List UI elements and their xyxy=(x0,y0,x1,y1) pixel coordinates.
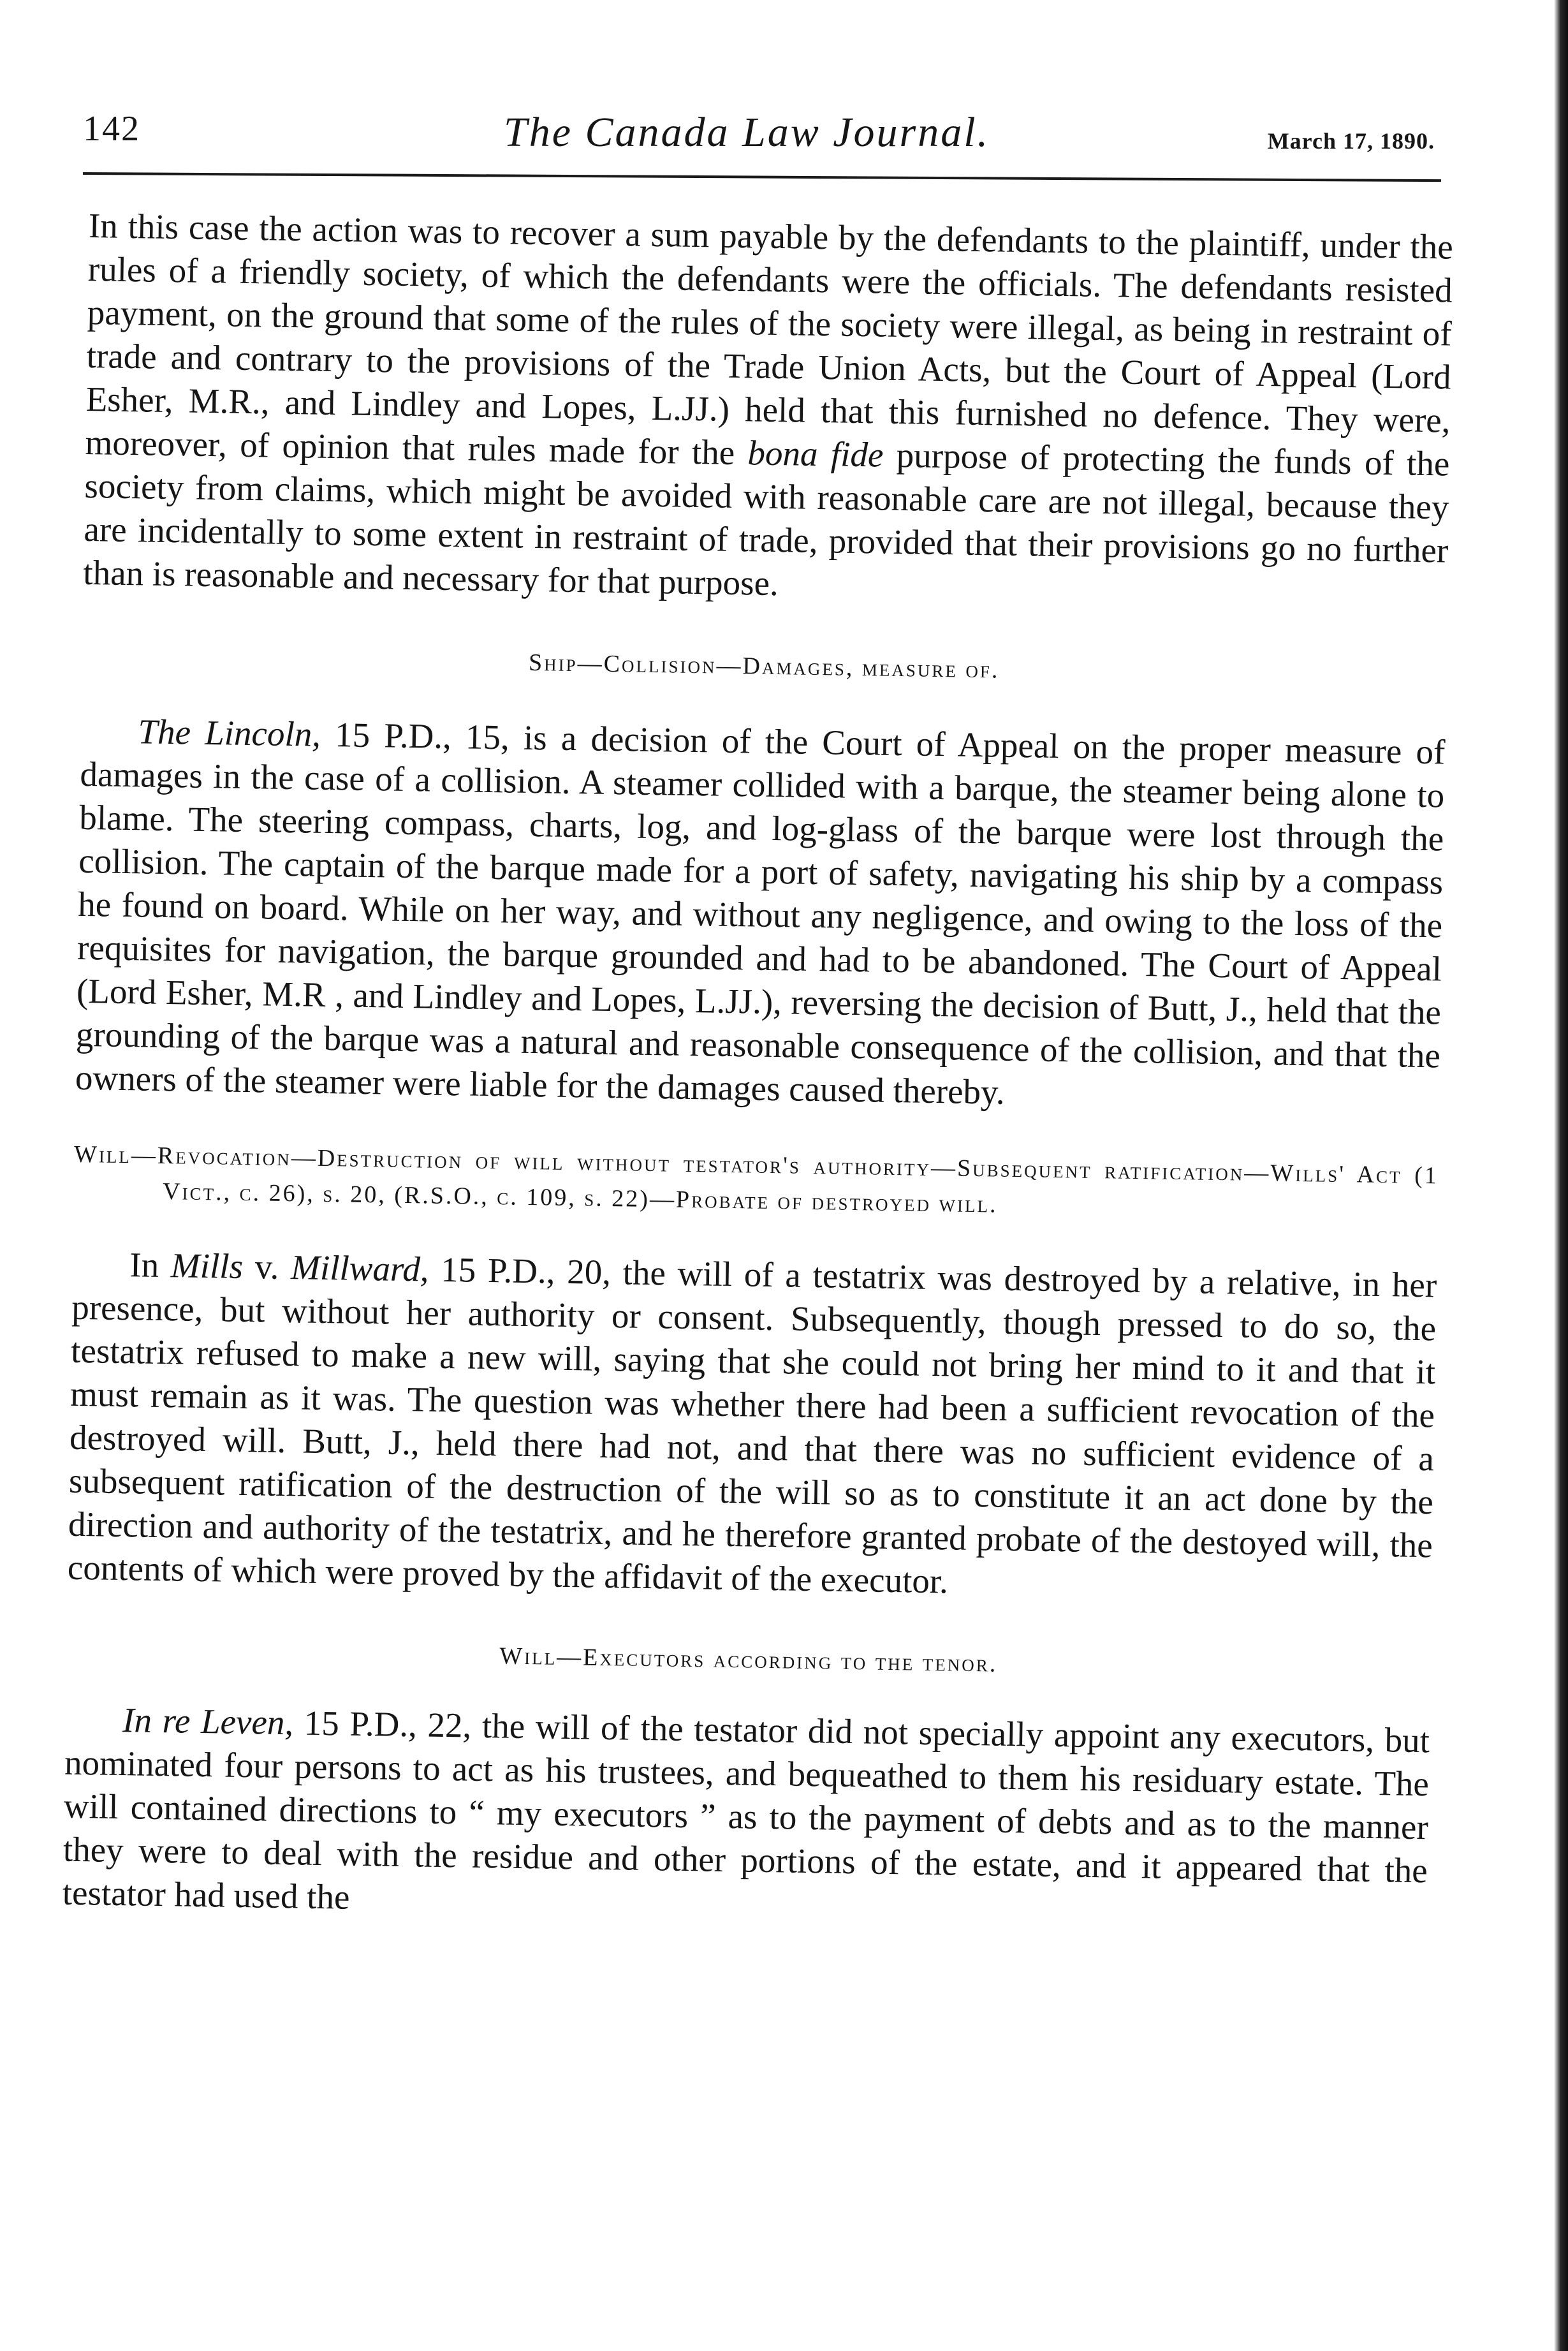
page-header xyxy=(83,102,1454,172)
will-revocation-text: 15 P.D., 20, the will of a testatrix was destroyed by a relative, in her presence, but without her authority or consent. Subsequently, though pressed to do so, the testatrix refused to make a new will, saying that she could not bring her mind to it and that it must remain as it was. The question was whether there had been a sufficient revocation of the destroyed will. Butt, J., held there had not, and that there was no sufficient evidence of a subsequent ratification of the destruction of the will so as to constitute it an act done by the direction and authority of the testatrix, and he therefore granted probate of the destoyed will, the contents of which were proved by the affidavit of the executor. xyxy=(67,1249,1437,1601)
case-name-millward: Millward, xyxy=(290,1248,430,1289)
ship-collision-text: 15 P.D., 15, is a decision of the Court of Appeal on the proper measure of damages in the case of a collision. A steamer collided with a barque, the steamer being alone to blame. The steering compass, charts, log, and log-glass of the barque were lost through the collision. The captain of the barque made for a port of safety, navigating his ship by a compass he found on board. While on her way, and without any negligence, and owing to the loss of the requisites for navigation, the barque grounded and had to be abandoned. The Court of Appeal (Lord Esher, M.R , and Lindley and Lopes, L.JJ.), reversing the decision of Butt, J., held that the grounding of the barque was a natural and reasonable consequence of the collision, and that the owners of the steamer were liable for the damages caused thereby. xyxy=(75,714,1446,1112)
page-number: 142 xyxy=(83,109,140,149)
will-revocation-prefix: In xyxy=(129,1245,172,1285)
will-executors-paragraph xyxy=(62,1698,1430,1936)
ship-collision-paragraph xyxy=(75,709,1445,1121)
case-versus: v. xyxy=(242,1246,291,1287)
intro-paragraph xyxy=(83,204,1453,616)
issue-date: March 17, 1890. xyxy=(1267,128,1435,154)
intro-text: In this case the action was to recover a sum payable by the defendants to the plaintiff, under the rules of a friendly society, of which the defendants were the officials. The defendants resisted payment, on the ground that some of the rules of the society were illegal, as being in restraint of trade and contrary to the provisions of the Trade Union Acts, but the Court of Appeal (Lord Esher, M.R., and Lindley and Lopes, L.JJ.) held that this furnished no defence. They were, moreover, of opinion that rules made for the xyxy=(85,205,1454,473)
will-executors-text: 15 P.D., 22, the will of the testator did not specially appoint any executors, but nominated four persons to act as his trustees, and bequeathed to them his residuary estate. The will contained directions to “ my executors ” as to the payment of debts and as to the manner they were to deal with the residue and other portions of the estate, and it appeared that the testator had used the xyxy=(62,1703,1430,1917)
will-revocation-paragraph xyxy=(67,1242,1437,1611)
page-edge-shadow xyxy=(1554,0,1568,2351)
case-name-leven: In re Leven, xyxy=(122,1700,294,1743)
header-rule xyxy=(83,172,1441,182)
journal-title: The Canada Law Journal. xyxy=(504,109,990,156)
article-body xyxy=(62,185,1453,1936)
intro-text-continued: purpose of protecting the funds of the society from claims, which might be avoided with reasonable care are not illegal, because they are incidentally to some extent in restraint of trade, provided that their provisions go no further than is reasonable and necessary for that purpose. xyxy=(82,435,1450,603)
intro-italic-term: bona fide xyxy=(747,433,884,475)
case-name-mills: Mills xyxy=(170,1246,244,1286)
case-name-lincoln: The Lincoln, xyxy=(138,712,321,754)
section-heading-will-executors: Will—Executors according to the tenor. xyxy=(499,1642,998,1677)
section-heading-will-revocation: Will—Revocation—Destruction of will without testator's authority—Subsequent ratification—Wills' Act (1 Vict., c. 26), s. 20, (R.S.O., c. 109, s. 22)—Probate of destroyed will. xyxy=(73,1140,1439,1218)
section-heading-ship-collision: Ship—Collision—Damages, measure of. xyxy=(528,649,1000,684)
